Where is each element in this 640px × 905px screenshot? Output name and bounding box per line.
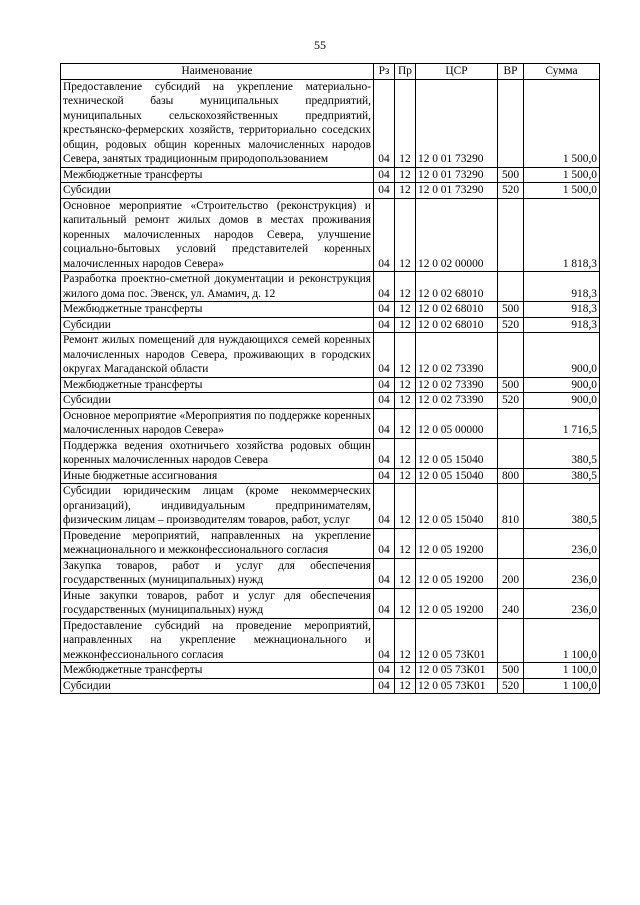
cell-pr: 12: [395, 333, 416, 378]
cell-name: Межбюджетные трансферты: [61, 302, 374, 318]
table-row: [61, 588, 600, 618]
cell-rz: 04: [374, 183, 395, 199]
table-row: [61, 618, 600, 663]
cell-rz: 04: [374, 333, 395, 378]
cell-csr: 12 0 05 73К01: [416, 618, 498, 663]
cell-sum: 1 100,0: [524, 618, 600, 663]
cell-pr: 12: [395, 317, 416, 333]
cell-sum: 1 500,0: [524, 167, 600, 183]
cell-rz: 04: [374, 528, 395, 558]
cell-csr: 12 0 02 73390: [416, 377, 498, 393]
cell-pr: 12: [395, 167, 416, 183]
cell-sum: 380,5: [524, 468, 600, 484]
budget-table: [60, 63, 600, 694]
table-row: [61, 408, 600, 438]
table-row: [61, 678, 600, 694]
cell-csr: 12 0 05 19200: [416, 528, 498, 558]
cell-name: Проведение мероприятий, направленных на укрепление межнационального и межконфессионального согласия: [61, 528, 374, 558]
cell-csr: 12 0 01 73290: [416, 183, 498, 199]
cell-rz: 04: [374, 663, 395, 679]
table-row: [61, 79, 600, 167]
cell-sum: 380,5: [524, 438, 600, 468]
header-name: Наименование: [61, 64, 374, 80]
cell-rz: 04: [374, 393, 395, 409]
cell-rz: 04: [374, 198, 395, 272]
cell-vr: 200: [498, 558, 524, 588]
cell-name: Субсидии: [61, 317, 374, 333]
cell-sum: 1 818,3: [524, 198, 600, 272]
cell-sum: 236,0: [524, 528, 600, 558]
cell-vr: 800: [498, 468, 524, 484]
cell-vr: 500: [498, 663, 524, 679]
table-row: [61, 183, 600, 199]
table-row: [61, 317, 600, 333]
cell-vr: 240: [498, 588, 524, 618]
cell-csr: 12 0 01 73290: [416, 79, 498, 167]
cell-rz: 04: [374, 377, 395, 393]
cell-csr: 12 0 01 73290: [416, 167, 498, 183]
cell-rz: 04: [374, 317, 395, 333]
cell-csr: 12 0 02 00000: [416, 198, 498, 272]
cell-pr: 12: [395, 272, 416, 302]
cell-csr: 12 0 05 73К01: [416, 678, 498, 694]
cell-csr: 12 0 05 15040: [416, 484, 498, 529]
cell-sum: 236,0: [524, 558, 600, 588]
cell-sum: 1 100,0: [524, 663, 600, 679]
cell-vr: 810: [498, 484, 524, 529]
cell-name: Субсидии: [61, 678, 374, 694]
cell-pr: 12: [395, 558, 416, 588]
cell-pr: 12: [395, 198, 416, 272]
cell-csr: 12 0 05 73К01: [416, 663, 498, 679]
cell-name: Субсидии: [61, 393, 374, 409]
table-row: [61, 167, 600, 183]
cell-sum: 900,0: [524, 377, 600, 393]
cell-csr: 12 0 05 19200: [416, 558, 498, 588]
cell-name: Основное мероприятие «Мероприятия по поддержке коренных малочисленных народов Севера»: [61, 408, 374, 438]
table-header-row: [61, 64, 600, 80]
cell-pr: 12: [395, 588, 416, 618]
cell-vr: [498, 79, 524, 167]
cell-pr: 12: [395, 618, 416, 663]
cell-name: Субсидии: [61, 183, 374, 199]
cell-vr: [498, 438, 524, 468]
cell-vr: 500: [498, 302, 524, 318]
cell-sum: 900,0: [524, 333, 600, 378]
header-csr: ЦСР: [416, 64, 498, 80]
cell-vr: [498, 333, 524, 378]
cell-rz: 04: [374, 588, 395, 618]
cell-rz: 04: [374, 272, 395, 302]
cell-vr: [498, 272, 524, 302]
cell-sum: 1 500,0: [524, 183, 600, 199]
cell-csr: 12 0 02 73390: [416, 333, 498, 378]
table-row: [61, 333, 600, 378]
cell-pr: 12: [395, 678, 416, 694]
table-row: [61, 302, 600, 318]
cell-vr: 520: [498, 393, 524, 409]
cell-rz: 04: [374, 484, 395, 529]
table-row: [61, 198, 600, 272]
cell-csr: 12 0 05 15040: [416, 438, 498, 468]
cell-name: Межбюджетные трансферты: [61, 167, 374, 183]
cell-vr: [498, 618, 524, 663]
cell-name: Поддержка ведения охотничьего хозяйства родовых общин коренных малочисленных народов Севера: [61, 438, 374, 468]
cell-pr: 12: [395, 484, 416, 529]
cell-csr: 12 0 05 00000: [416, 408, 498, 438]
cell-csr: 12 0 02 68010: [416, 302, 498, 318]
header-vr: ВР: [498, 64, 524, 80]
table-row: [61, 393, 600, 409]
table-row: [61, 663, 600, 679]
cell-sum: 918,3: [524, 272, 600, 302]
cell-vr: 520: [498, 678, 524, 694]
table-row: [61, 377, 600, 393]
cell-vr: 520: [498, 183, 524, 199]
page-number: 55: [314, 38, 326, 52]
table-row: [61, 438, 600, 468]
cell-vr: 500: [498, 377, 524, 393]
cell-pr: 12: [395, 528, 416, 558]
cell-pr: 12: [395, 79, 416, 167]
table-row: [61, 558, 600, 588]
table-row: [61, 468, 600, 484]
cell-sum: 1 716,5: [524, 408, 600, 438]
header-rz: Рз: [374, 64, 395, 80]
cell-sum: 1 500,0: [524, 79, 600, 167]
cell-sum: 236,0: [524, 588, 600, 618]
cell-sum: 918,3: [524, 317, 600, 333]
table-body: [61, 79, 600, 694]
cell-pr: 12: [395, 408, 416, 438]
cell-pr: 12: [395, 468, 416, 484]
header-sum: Сумма: [524, 64, 600, 80]
cell-csr: 12 0 02 73390: [416, 393, 498, 409]
cell-name: Предоставление субсидий на проведение мероприятий, направленных на укрепление межнационального и межконфессионального согласия: [61, 618, 374, 663]
cell-rz: 04: [374, 468, 395, 484]
cell-vr: 500: [498, 167, 524, 183]
cell-vr: 520: [498, 317, 524, 333]
cell-rz: 04: [374, 302, 395, 318]
cell-rz: 04: [374, 558, 395, 588]
cell-csr: 12 0 02 68010: [416, 272, 498, 302]
cell-pr: 12: [395, 377, 416, 393]
cell-sum: 1 100,0: [524, 678, 600, 694]
cell-rz: 04: [374, 167, 395, 183]
cell-pr: 12: [395, 393, 416, 409]
cell-name: Ремонт жилых помещений для нуждающихся семей коренных малочисленных народов Севера, проживающих в городских округах Магаданской области: [61, 333, 374, 378]
cell-vr: [498, 408, 524, 438]
cell-name: Закупка товаров, работ и услуг для обеспечения государственных (муниципальных) нужд: [61, 558, 374, 588]
header-pr: Пр: [395, 64, 416, 80]
table-row: [61, 272, 600, 302]
cell-sum: 900,0: [524, 393, 600, 409]
cell-csr: 12 0 02 68010: [416, 317, 498, 333]
cell-name: Иные бюджетные ассигнования: [61, 468, 374, 484]
cell-rz: 04: [374, 438, 395, 468]
cell-rz: 04: [374, 408, 395, 438]
cell-vr: [498, 528, 524, 558]
table-row: [61, 484, 600, 529]
cell-pr: 12: [395, 302, 416, 318]
cell-name: Основное мероприятие «Строительство (реконструкция) и капитальный ремонт жилых домов в местах проживания коренных малочисленных народов Севера, улучшение социально-бытовых условий представителей коренных малочисленных народов Севера»: [61, 198, 374, 272]
cell-sum: 380,5: [524, 484, 600, 529]
cell-vr: [498, 198, 524, 272]
cell-rz: 04: [374, 618, 395, 663]
cell-name: Межбюджетные трансферты: [61, 663, 374, 679]
cell-rz: 04: [374, 79, 395, 167]
cell-sum: 918,3: [524, 302, 600, 318]
cell-name: Субсидии юридическим лицам (кроме некоммерческих организаций), индивидуальным предпринимателям, физическим лицам – производителям товаров, работ, услуг: [61, 484, 374, 529]
table-row: [61, 528, 600, 558]
cell-csr: 12 0 05 15040: [416, 468, 498, 484]
cell-name: Разработка проектно-сметной документации и реконструкция жилого дома пос. Эвенск, ул. Амамич, д. 12: [61, 272, 374, 302]
cell-pr: 12: [395, 438, 416, 468]
cell-csr: 12 0 05 19200: [416, 588, 498, 618]
cell-name: Иные закупки товаров, работ и услуг для обеспечения государственных (муниципальных) нужд: [61, 588, 374, 618]
cell-rz: 04: [374, 678, 395, 694]
cell-name: Межбюджетные трансферты: [61, 377, 374, 393]
cell-pr: 12: [395, 663, 416, 679]
cell-pr: 12: [395, 183, 416, 199]
cell-name: Предоставление субсидий на укрепление материально-технической базы муниципальных предприятий, муниципальных сельскохозяйственных предприятий, крестьянско-фермерских хозяйств, территориально соседских общин, родовых общин коренных малочисленных народов Севера, занятых традиционным природопользованием: [61, 79, 374, 167]
